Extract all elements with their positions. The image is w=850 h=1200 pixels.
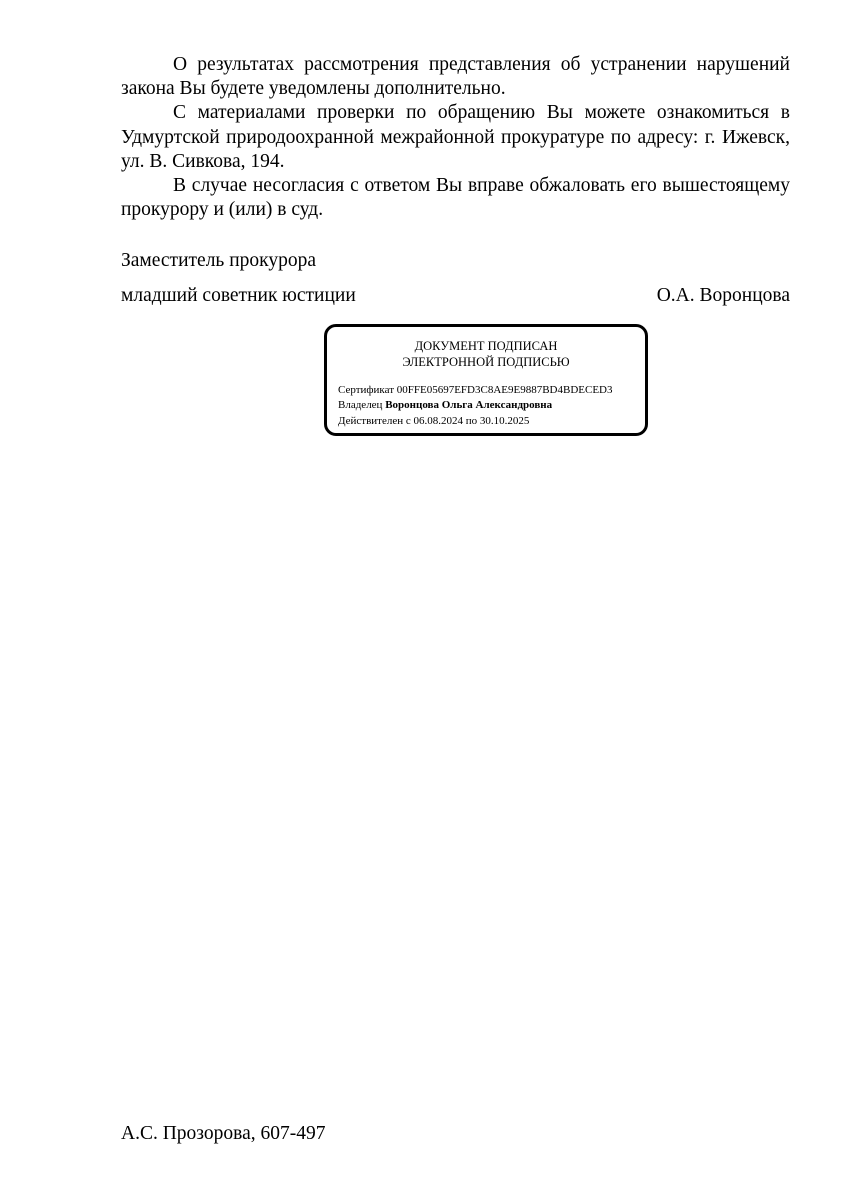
owner-value: Воронцова Ольга Александровна bbox=[385, 399, 553, 411]
valid-to-label: по bbox=[465, 415, 478, 427]
electronic-signature-stamp bbox=[324, 324, 648, 436]
valid-from: 06.08.2024 bbox=[413, 415, 464, 427]
paragraph-appeal: В случае несогласия с ответом Вы вправе обжаловать его вышестоящему прокурору и (или) в суд. bbox=[121, 175, 790, 221]
signer-position: Заместитель прокурора bbox=[121, 250, 316, 271]
signer-name: О.А. Воронцова bbox=[656, 285, 790, 306]
stamp-title-line2: ЭЛЕКТРОННОЙ ПОДПИСЬЮ bbox=[402, 355, 570, 369]
executor-footer: А.С. Прозорова, 607-497 bbox=[121, 1123, 326, 1144]
paragraph-notification: О результатах рассмотрения представления об устранении нарушений закона Вы будете уведомлены дополнительно. bbox=[121, 54, 790, 100]
signature-row bbox=[121, 284, 790, 308]
stamp-title-line1: ДОКУМЕНТ ПОДПИСАН bbox=[414, 339, 558, 353]
letter-body bbox=[121, 53, 790, 222]
certificate-label: Сертификат bbox=[338, 384, 394, 396]
certificate-value: 00FFE05697EFD3C8AE9E9887BD4BDECED3 bbox=[396, 384, 613, 396]
stamp-owner bbox=[338, 398, 552, 412]
stamp-title bbox=[327, 338, 645, 370]
valid-from-label: с bbox=[405, 415, 411, 427]
stamp-validity bbox=[338, 414, 529, 428]
owner-label: Владелец bbox=[338, 399, 383, 411]
signer-rank: младший советник юстиции bbox=[121, 285, 356, 306]
valid-label: Действителен bbox=[338, 415, 404, 427]
valid-to: 30.10.2025 bbox=[479, 415, 530, 427]
stamp-certificate bbox=[338, 383, 613, 397]
paragraph-materials: С материалами проверки по обращению Вы можете ознакомиться в Удмуртской природоохранной межрайонной прокуратуре по адресу: г. Ижевск, ул. В. Сивкова, 194. bbox=[121, 102, 790, 172]
